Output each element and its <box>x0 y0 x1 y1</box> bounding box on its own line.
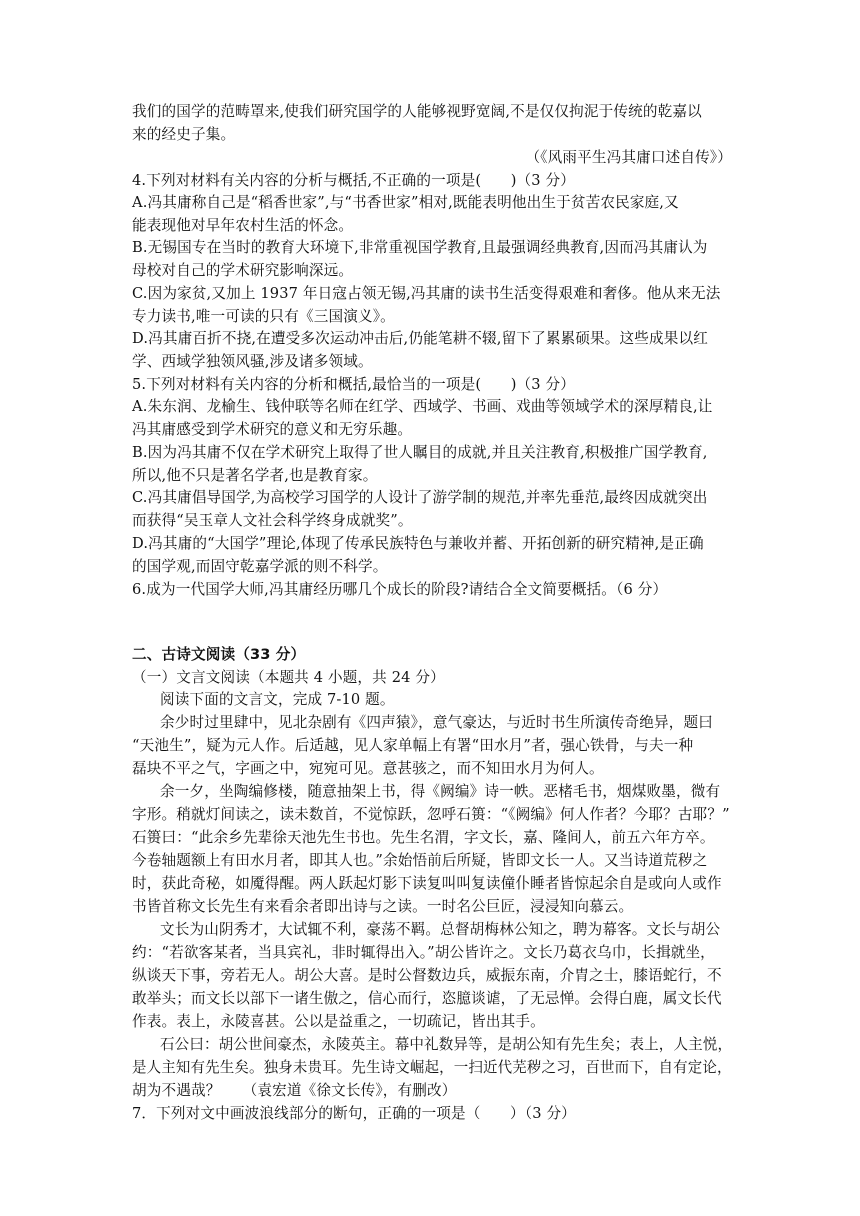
passage-line: 余少时过里肆中，见北杂剧有《四声猿》，意气豪达，与近时书生所演传奇绝异，题曰 <box>160 714 713 731</box>
option-line: A.朱东润、龙榆生、钱仲联等名师在红学、西域学、书画、戏曲等领域学术的深厚精良,让 <box>132 398 713 415</box>
option-line: 专力读书,唯一可读的只有《三国演义》。 <box>132 308 395 325</box>
passage-line: 作表。表上，永陵喜甚。公以是益重之，一切疏记，皆出其手。 <box>132 1013 545 1030</box>
text-line: 来的经史子集。 <box>132 126 236 143</box>
option-line: B.因为冯其庸不仅在学术研究上取得了世人瞩目的成就,并且关注教育,积极推广国学教育, <box>132 444 708 461</box>
passage-line: 敢举头；而文长以部下一诸生傲之，信心而行，恣臆谈谑，了无忌惮。会得白鹿，属文长代 <box>132 990 722 1007</box>
option-line: A.冯其庸称自己是“稻香世家”,与“书香世家”相对,既能表明他出生于贫苦农民家庭,又 <box>132 194 679 211</box>
passage-line: 磊块不平之气，字画之中，宛宛可见。意甚骇之，而不知田水月为何人。 <box>132 760 604 777</box>
option-line: 能表现他对早年农村生活的怀念。 <box>132 217 354 234</box>
question-5: 5.下列对材料有关内容的分析和概括,最恰当的一项是( )（3 分） <box>132 376 576 393</box>
passage-line: 今卷轴题额上有田水月者，即其人也。”余始悟前后所疑，皆即文长一人。又当诗道荒秽之 <box>132 852 708 869</box>
instruction: 阅读下面的文言文，完成 7-10 题。 <box>160 691 395 708</box>
option-line: C.因为家贫,又加上 1937 年日寇占领无锡,冯其庸的读书生活变得艰难和奢侈。他从来无法 <box>132 285 721 302</box>
passage-line: 纵谈天下事，旁若无人。胡公大喜。是时公督数边兵，威振东南，介胄之士，膝语蛇行，不 <box>132 967 722 984</box>
passage-line: 文长为山阴秀才，大试辄不利，豪荡不羁。总督胡梅林公知之，聘为幕客。文长与胡公 <box>160 921 721 938</box>
passage-line: 石篑曰：“此余乡先辈徐天池先生书也。先生名渭，字文长，嘉、隆间人，前五六年方卒。 <box>132 829 715 846</box>
option-line: 所以,他不只是著名学者,也是教育家。 <box>132 467 378 484</box>
question-4: 4.下列对材料有关内容的分析与概括,不正确的一项是( )（3 分） <box>132 172 576 189</box>
option-line: 而获得“吴玉章人文社会科学终身成就奖”。 <box>132 512 413 529</box>
option-line: 冯其庸感受到学术研究的意义和无穷乐趣。 <box>132 421 413 438</box>
option-line: D.冯其庸百折不挠,在遭受多次运动冲击后,仍能笔耕不辍,留下了累累硕果。这些成果以红 <box>132 330 709 347</box>
option-line: D.冯其庸的“大国学”理论,体现了传承民族特色与兼收并蓄、开拓创新的研究精神,是正确 <box>132 535 704 552</box>
option-line: B.无锡国专在当时的教育大环境下,非常重视国学教育,且最强调经典教育,因而冯其庸认为 <box>132 239 708 256</box>
section-heading: 二、古诗文阅读（33 分） <box>132 646 306 663</box>
option-line: 母校对自己的学术研究影响深远。 <box>132 262 354 279</box>
question-6: 6.成为一代国学大师,冯其庸经历哪几个成长的阶段?请结合全文简要概括。（6 分） <box>132 581 668 598</box>
passage-line: 字形。稍就灯间读之，读未数首，不觉惊跃，忽呼石篑：“《阙编》何人作者？今耶？古耶？” <box>132 806 730 823</box>
option-line: 的国学观,而固守乾嘉学派的则不科学。 <box>132 558 388 575</box>
passage-line: 石公曰：胡公世间豪杰，永陵英主。幕中礼数异等，是胡公知有先生矣；表上，人主悦， <box>160 1036 733 1053</box>
source-citation: （《风雨平生冯其庸口述自传》） <box>525 149 732 166</box>
passage-line: 是人主知有先生矣。独身未贵耳。先生诗文崛起，一扫近代芜秽之习，百世而下，自有定论， <box>132 1059 732 1076</box>
passage-line: 时，获此奇秘，如魇得醒。两人跃起灯影下读复叫叫复读僮仆睡者皆惊起余自是或向人或作 <box>132 875 722 892</box>
passage-line: 书皆首称文长先生有来看余者即出诗与之读。一时名公巨匠，浸浸知向慕云。 <box>132 898 634 915</box>
passage-line: 余一夕，坐陶编修楼，随意抽架上书，得《阙编》诗一帙。恶楮毛书，烟煤败墨，微有 <box>160 783 721 800</box>
option-line: 学、西域学独领风骚,涉及诸多领域。 <box>132 353 373 370</box>
passage-line: “天池生”，疑为元人作。后适越，见人家单幅上有署“田水月”者，强心铁骨，与夫一种 <box>132 737 694 754</box>
question-7: 7．下列对文中画波浪线部分的断句，正确的一项是（ ）（3 分） <box>132 1105 576 1122</box>
text-line: 我们的国学的范畴罩来,使我们研究国学的人能够视野宽阔,不是仅仅拘泥于传统的乾嘉以 <box>132 103 702 120</box>
subsection-heading: （一）文言文阅读（本题共 4 小题，共 24 分） <box>132 669 445 686</box>
option-line: C.冯其庸倡导国学,为高校学习国学的人设计了游学制的规范,并率先垂范,最终因成就突出 <box>132 489 708 506</box>
passage-line: 约：“若欲客某者，当具宾礼，非时辄得出入。”胡公皆许之。文长乃葛衣乌巾，长揖就坐， <box>132 944 715 961</box>
passage-line: 胡为不遇哉？ （袁宏道《徐文长传》，有删改） <box>132 1082 457 1099</box>
